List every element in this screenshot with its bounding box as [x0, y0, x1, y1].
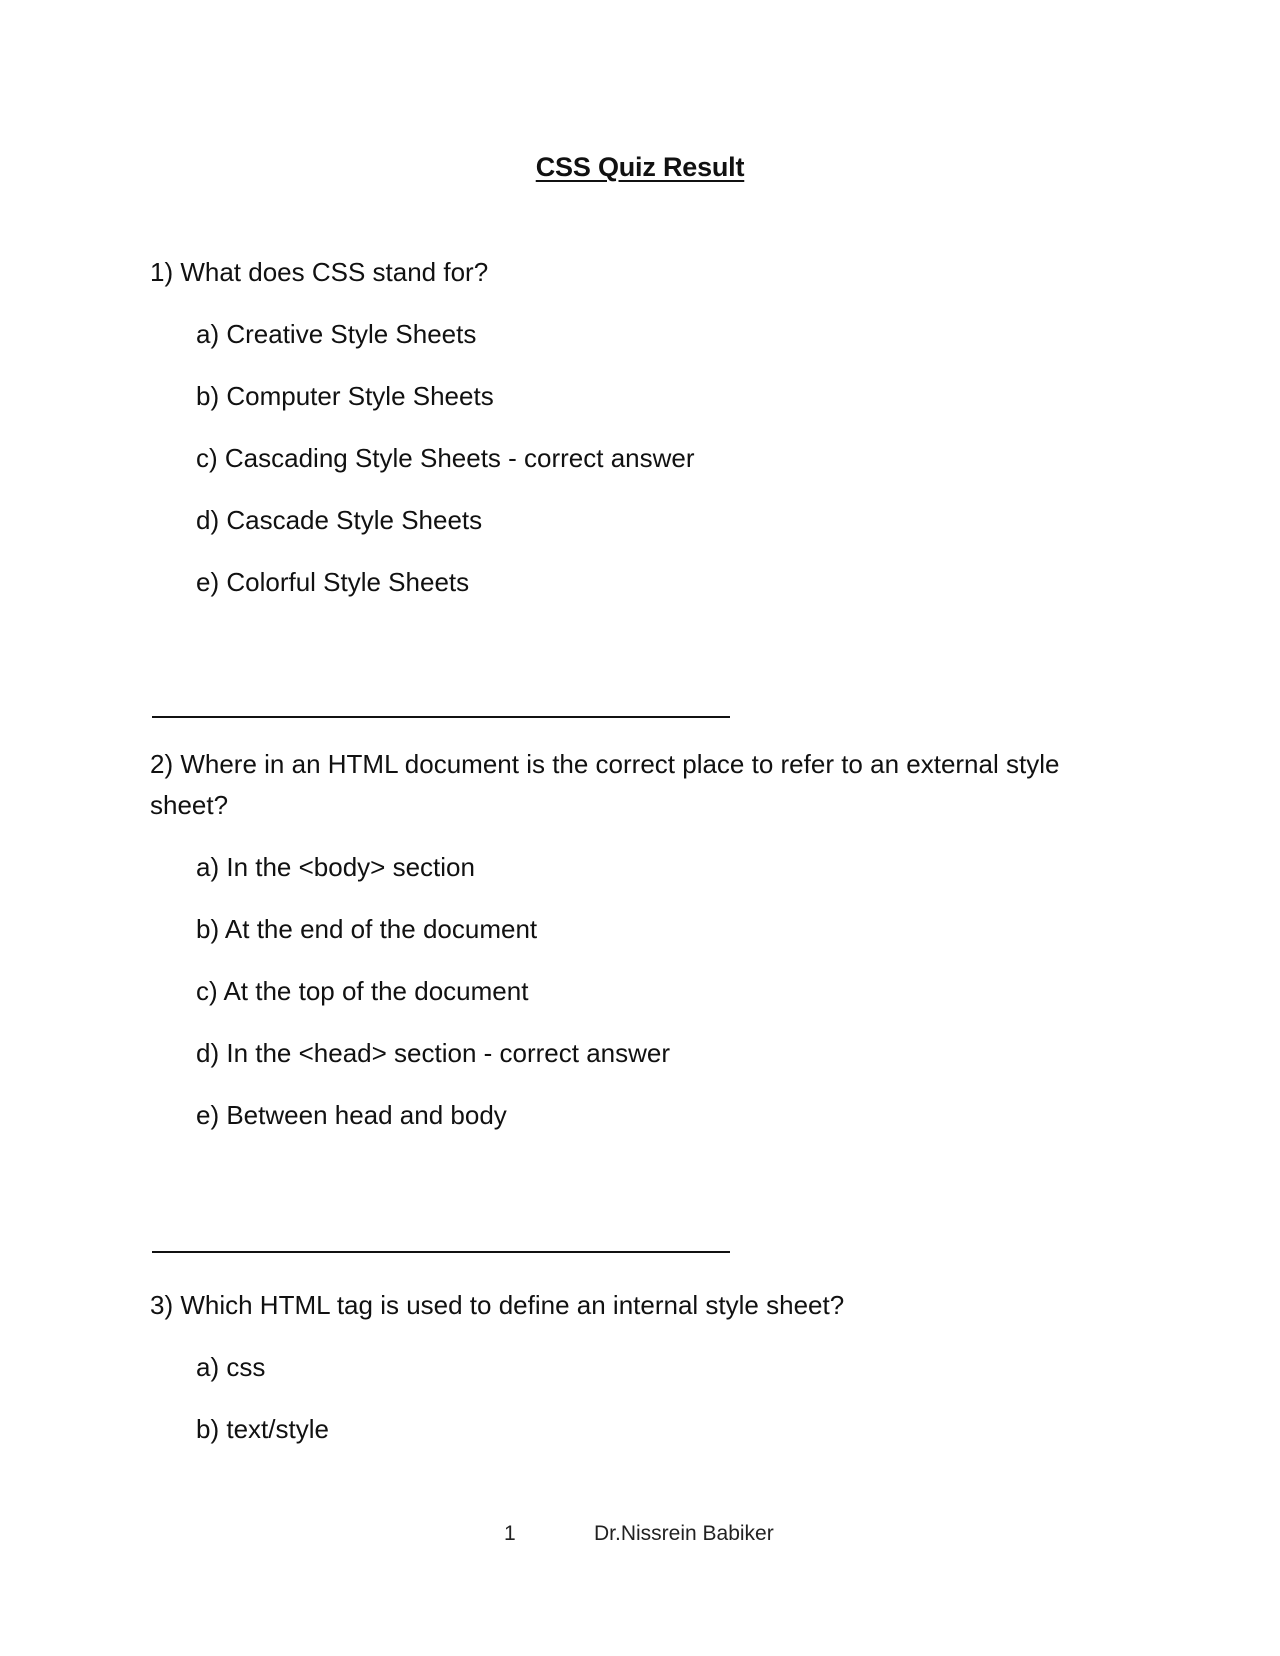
answer-option: e) Between head and body: [196, 1100, 507, 1130]
answer-options: [150, 303, 1110, 613]
question-block-3: [150, 1285, 1110, 1460]
answer-option: b) text/style: [196, 1414, 329, 1444]
answer-option: a) In the <body> section: [196, 852, 475, 882]
question-text: 2) Where in an HTML document is the correct place to refer to an external style sheet?: [150, 749, 1060, 820]
answer-option: c) At the top of the document: [196, 976, 529, 1006]
question-block-2: [150, 744, 1110, 1146]
question-block-1: [150, 252, 1110, 613]
question-text: 3) Which HTML tag is used to define an internal style sheet?: [150, 1290, 845, 1320]
question-text: 1) What does CSS stand for?: [150, 257, 489, 287]
answer-option-correct: c) Cascading Style Sheets - correct answer: [196, 443, 695, 473]
answer-option: b) At the end of the document: [196, 914, 538, 944]
answer-option: d) Cascade Style Sheets: [196, 505, 483, 535]
answer-option: a) css: [196, 1352, 266, 1382]
page-title: CSS Quiz Result: [535, 152, 745, 182]
answer-options: [150, 1336, 1110, 1460]
answer-option-correct: d) In the <head> section - correct answer: [196, 1038, 671, 1068]
answer-option: a) Creative Style Sheets: [196, 319, 477, 349]
footer-author: Dr.Nissrein Babiker: [594, 1522, 774, 1545]
answer-option: e) Colorful Style Sheets: [196, 567, 470, 597]
page-number: 1: [504, 1522, 516, 1545]
answer-option: b) Computer Style Sheets: [196, 381, 494, 411]
section-divider: [152, 1251, 730, 1253]
section-divider: [152, 716, 730, 718]
answer-options: [150, 836, 1110, 1146]
